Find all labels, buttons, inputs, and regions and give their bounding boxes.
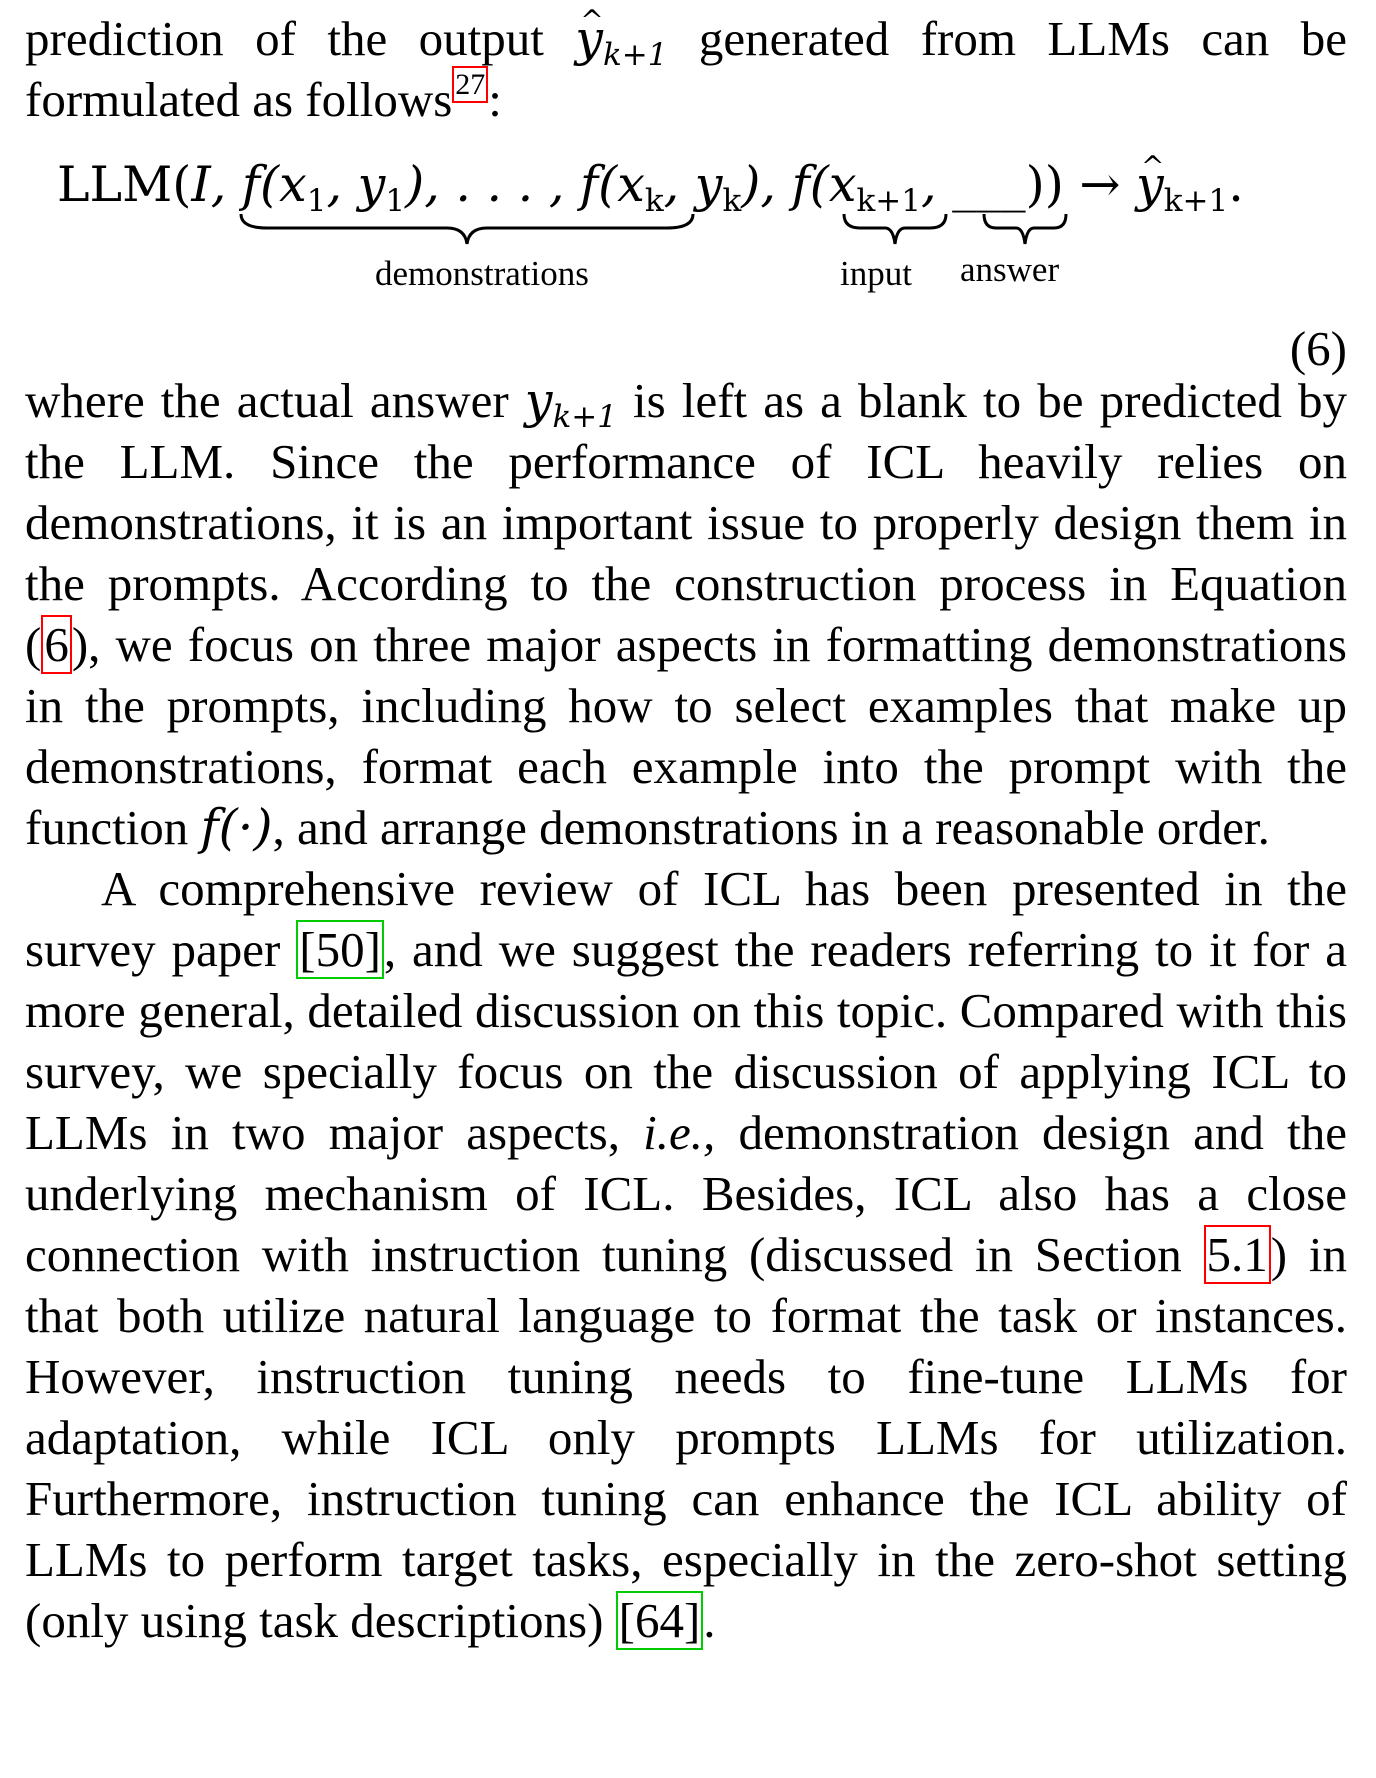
y-k1-symbol: $y_{k+1}$ (524, 372, 617, 435)
y-hat-symbol: ^ $y_{k+1}$ (575, 10, 667, 67)
answer-brace (980, 210, 1070, 250)
label-input: input (840, 254, 912, 293)
intro-text-1: prediction of the output (25, 11, 576, 66)
input-brace (840, 210, 950, 250)
answer-blank: ___ (952, 156, 1026, 213)
citation-64[interactable]: [64] (616, 1591, 704, 1650)
intro-text-2: generated from LLMs can be formulated as follows (25, 11, 1347, 127)
demonstrations-brace (237, 210, 697, 250)
footnote-link-27[interactable]: 27 (452, 66, 488, 103)
label-answer: answer (960, 250, 1060, 289)
label-demonstrations: demonstrations (375, 254, 589, 293)
paragraph-2: A comprehensive review of ICL has been presented in the survey paper [50], and we suggest the readers referring to it for a more general, detailed discussion on this topic. Compared with this survey, we specially focus on the discussion of applying ICL to LLMs in two major aspects, i.e., demonstration design and the underlying mechanism of ICL. Besides, ICL also has a close connection with instruction tuning (discussed in Section 5.1) in that both utilize natural language to format the task or instances. However, instruction tuning needs to fine-tune LLMs for adaptation, while ICL only prompts LLMs for utilization. Furthermore, instruction tuning can enhance the ICL ability of LLMs to perform target tasks, especially in the zero-shot setting (only using task descriptions) [64]. (25, 861, 1347, 1648)
equation-number: (6) (1289, 321, 1347, 376)
equation-line: LLM(I, $f(x_1$, $y_1$), . . . , $f(x_k$, $y_k$), $f(x_{k+1}$, ___)) → ^ $y_{k+1}$. (57, 150, 1244, 220)
equation-ref-6[interactable]: 6 (41, 615, 72, 674)
intro-paragraph: prediction of the output ^ $y_{k+1}$ generated from LLMs can be formulated as follows $^{27}$: (25, 8, 1347, 130)
paper-page (25, 8, 1347, 1651)
citation-50[interactable]: [50] (296, 920, 384, 979)
section-ref-5-1[interactable]: 5.1 (1204, 1225, 1271, 1284)
paragraph-1: where the actual answer $y_{k+1}$ is left as a blank to be predicted by the LLM. Since the performance of ICL heavily relies on demonstrations, it is an important issue to properly design them in the prompts. According to the construction process in Equation (6), we focus on three major aspects in formatting demonstrations in the prompts, including how to select examples that make up demonstrations, format each example into the prompt with the function f(·), and arrange demonstrations in a reasonable order. (25, 372, 1348, 856)
equation-6 (25, 150, 1347, 376)
function-symbol: f(·) (200, 799, 273, 856)
